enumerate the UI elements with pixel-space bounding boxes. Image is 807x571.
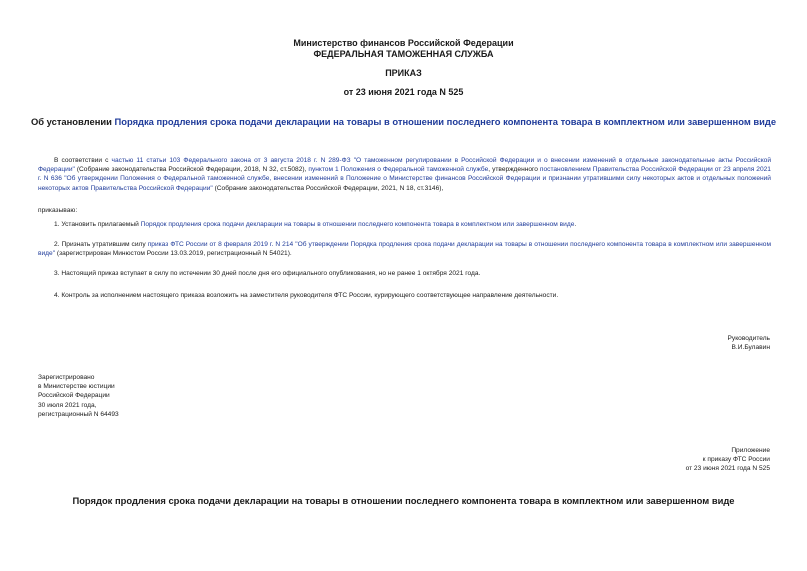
item-1-text: 1. Установить прилагаемый: [54, 221, 141, 228]
item-4: 4. Контроль за исполнением настоящего приказа возложить на заместителя руководителя ФТС России, курирующего соответствующее направление деятельности.: [54, 292, 559, 299]
orders-label: приказываю:: [38, 207, 78, 214]
preamble-paragraph: [38, 156, 771, 193]
preamble-text-3: , утвержденного: [488, 166, 540, 174]
item-3: 3. Настоящий приказ вступает в силу по истечении 30 дней после дня его официального опубликования, но не ранее 1 октября 2021 года.: [54, 270, 481, 277]
preamble-text-2: (Собрание законодательства Российской Федерации, 2018, N 32, ст.5082),: [74, 166, 309, 174]
registration-block: [38, 373, 238, 419]
appendix-block: [570, 446, 770, 474]
item-1-end: .: [574, 221, 577, 228]
ministry-name: Министерство финансов Российской Федерации: [293, 38, 514, 48]
regulation-link[interactable]: пунктом 1 Положения о Федеральной таможенной службе: [308, 166, 489, 174]
item-2-end: (зарегистрирован Минюстом России 13.03.2019, регистрационный N 54021).: [55, 250, 292, 258]
registration-line: в Министерстве юстиции: [38, 383, 115, 391]
preamble-text-4: (Собрание законодательства Российской Федерации, 2021, N 18, ст.3146),: [212, 184, 444, 192]
document-type: ПРИКАЗ: [385, 68, 422, 78]
appendix-title: Порядок продления срока подачи декларации на товары в отношении последнего компонента товара в комплектном или завершенном виде: [72, 495, 735, 506]
preamble-text-1: В соответствии с: [54, 157, 112, 164]
title-link[interactable]: Порядка продления срока подачи декларации на товары в отношении последнего компонента товара в комплектном или завершенном виде: [114, 116, 777, 127]
revoked-order-link[interactable]: приказ ФТС России от 8 февраля 2019 г. N 214 "Об утверждении Порядка продления срока подачи декларации на товары в отношении последнего компонента товара в комплектном или завершенном виде": [38, 241, 771, 258]
title-prefix: Об установлении: [30, 116, 115, 127]
item-1: [38, 220, 771, 229]
registration-line: Зарегистрировано: [38, 374, 95, 381]
document-date-number: от 23 июня 2021 года N 525: [343, 87, 464, 97]
appendix-line: Приложение: [731, 447, 770, 454]
item-2: [38, 240, 771, 258]
government-decree-link[interactable]: постановлением Правительства Российской Федерации от 23 апреля 2021 г. N 636 "Об утверждении Положения о Федеральной таможенной службе, внесении изменений в Положение о Министерстве финансов Российской Федерации и признании утратившими силу некоторых актов и отдельных положений некоторых актов Правительства Российской Федерации": [38, 166, 771, 192]
signature-name: В.И.Булавин: [731, 344, 770, 351]
registration-line: 30 июля 2021 года,: [38, 401, 97, 409]
procedure-link[interactable]: Порядок продления срока подачи декларации на товары в отношении последнего компонента товара в комплектном или завершенном виде: [140, 221, 575, 228]
item-2-text: 2. Признать утратившим силу: [54, 241, 148, 248]
document-title: [0, 116, 807, 127]
registration-line: Российской Федерации: [38, 392, 110, 400]
service-name: ФЕДЕРАЛЬНАЯ ТАМОЖЕННАЯ СЛУЖБА: [313, 49, 494, 59]
signature-position: Руководитель: [727, 335, 770, 342]
appendix-line: к приказу ФТС России: [702, 456, 770, 464]
registration-line: регистрационный N 64493: [38, 410, 119, 418]
appendix-line: от 23 июня 2021 года N 525: [685, 465, 770, 473]
law-link[interactable]: частью 11 статьи 103 Федерального закона от 3 августа 2018 г. N 289-ФЗ "О таможенном регулировании в Российской Федерации и о внесении изменений в отдельные законодательные акты Российской Федерации": [38, 157, 772, 174]
